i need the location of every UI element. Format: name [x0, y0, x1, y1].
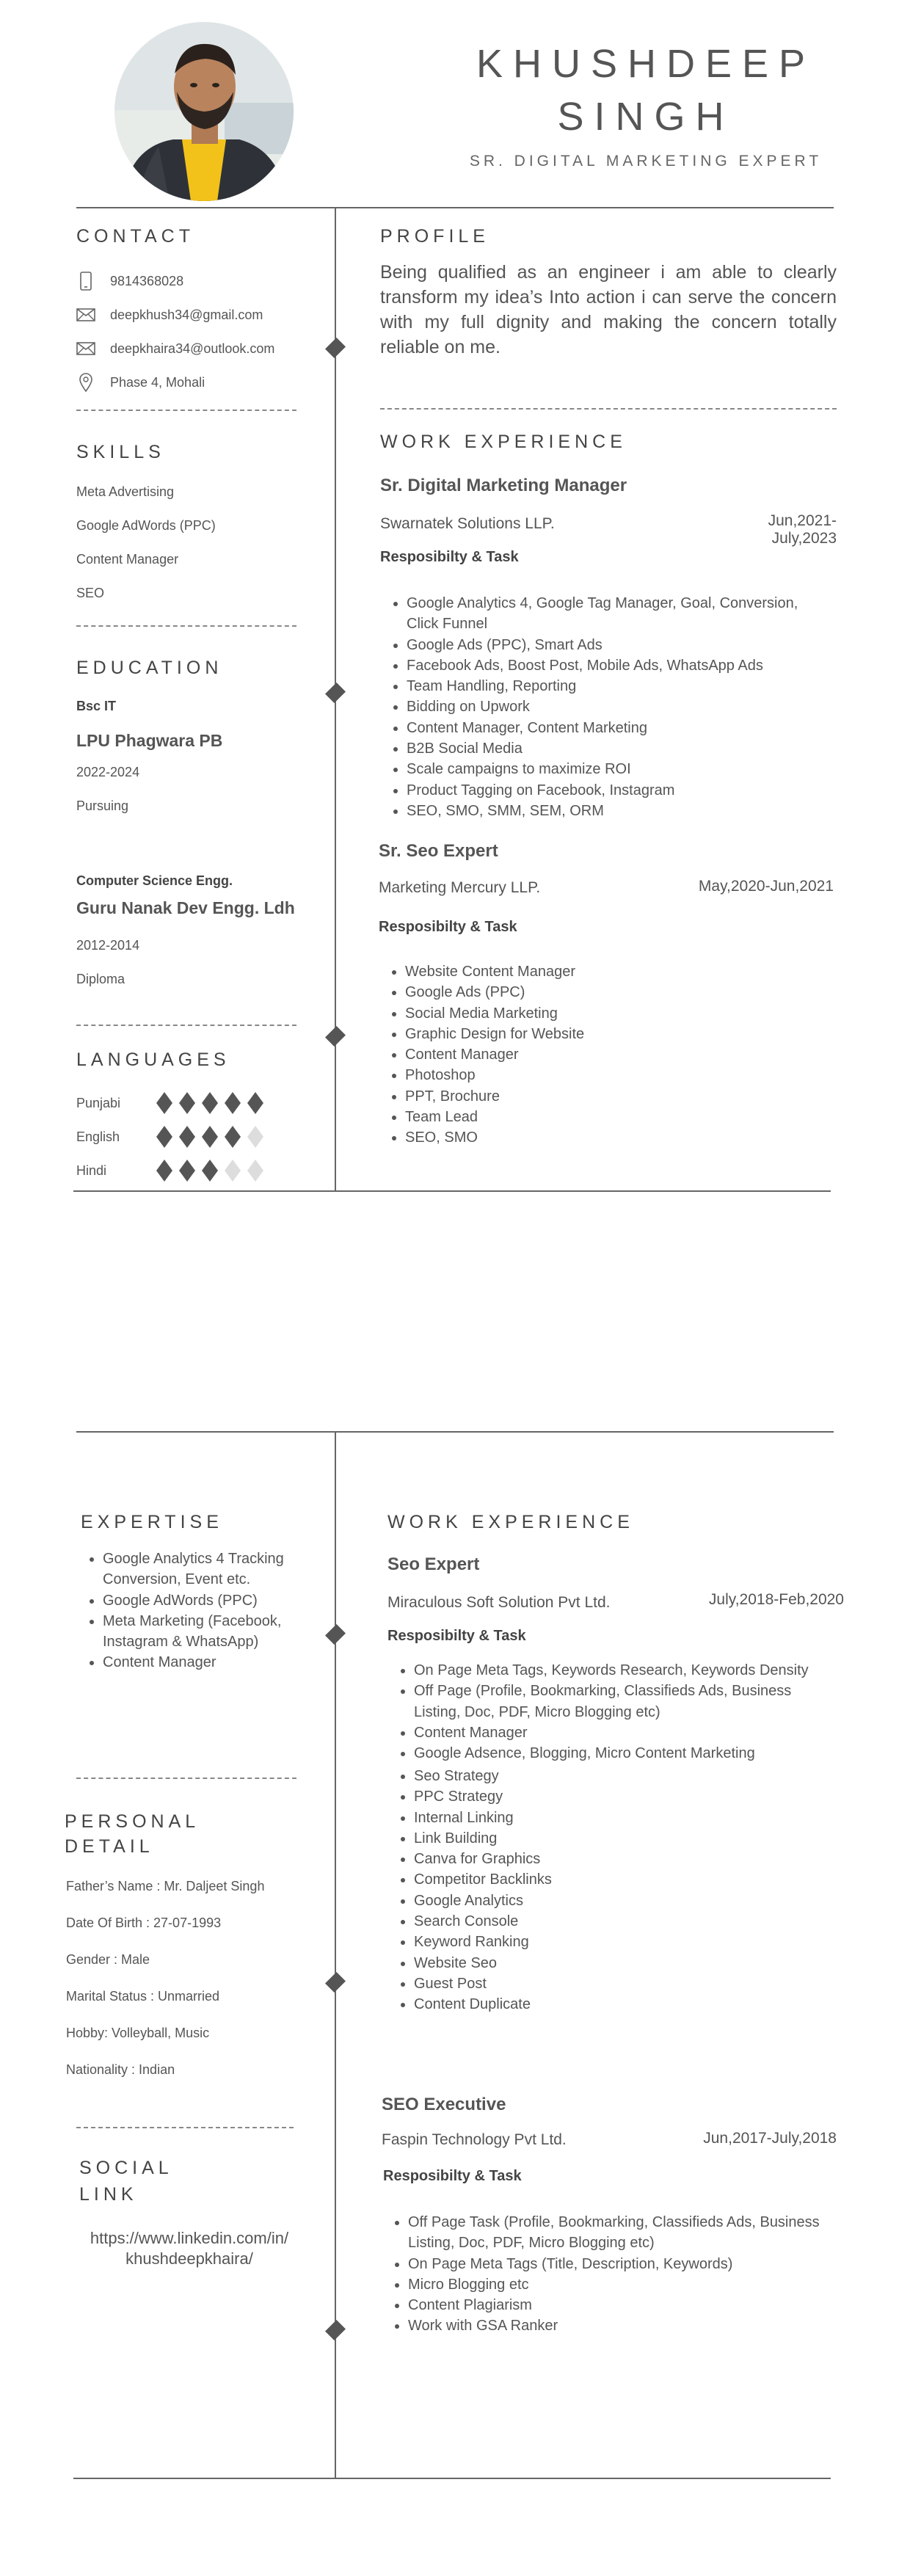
job-role: Seo Expert	[387, 1554, 480, 1574]
expertise-item: • Content Manager	[103, 1652, 311, 1673]
name-line-1: KHUSHDEEP	[476, 42, 816, 86]
job-role: SEO Executive	[382, 2095, 506, 2114]
task-item: • On Page Meta Tags, Keywords Research, Keywords Density	[414, 1660, 828, 1681]
personal-item: Marital Status : Unmarried	[66, 1989, 220, 2004]
language-rating	[156, 1125, 264, 1149]
task-item: • Content Duplicate	[414, 1994, 828, 2015]
rating-diamond-filled-icon	[224, 1091, 241, 1115]
skill-item: Meta Advertising	[76, 484, 175, 499]
task-list	[379, 961, 819, 1149]
section-divider	[76, 1778, 296, 1779]
expertise-item: • Google AdWords (PPC)	[103, 1590, 311, 1611]
task-item: • Seo Strategy	[414, 1766, 828, 1786]
task-item: • Google Ads (PPC)	[405, 982, 819, 1003]
education-degree: Computer Science Engg.	[76, 873, 233, 888]
expertise-item: • Google Analytics 4 Tracking Conversion, Event etc.	[103, 1549, 311, 1590]
phone-number[interactable]: 9814368028	[110, 273, 184, 288]
divider-diamond	[325, 1624, 346, 1645]
contact-title: CONTACT	[76, 226, 194, 247]
task-item: • SEO, SMO, SMM, SEM, ORM	[407, 801, 820, 821]
task-item: • Guest Post	[414, 1973, 828, 1994]
job-dates: July,2018-Feb,2020	[708, 1591, 844, 1608]
task-item: • Team Lead	[405, 1107, 819, 1127]
social-title-2: LINK	[79, 2184, 138, 2205]
email-address-2[interactable]: deepkhaira34@outlook.com	[110, 341, 275, 356]
language-rating	[156, 1091, 264, 1115]
personal-item: Gender : Male	[66, 1952, 150, 1967]
divider-diamond	[325, 1026, 346, 1047]
task-item: • Keyword Ranking	[414, 1932, 828, 1952]
rating-diamond-filled-icon	[178, 1125, 196, 1149]
task-item: • Google Ads (PPC), Smart Ads	[407, 635, 820, 655]
divider-diamond	[325, 1972, 346, 1993]
language-list	[76, 1086, 264, 1187]
expertise-title: EXPERTISE	[81, 1512, 223, 1532]
language-row	[76, 1120, 264, 1154]
profile-text: Being qualified as an engineer i am able to clearly transform my idea’s Into action i can serve the concern with my full dignity and making the concern totally reliable on me.	[380, 262, 837, 357]
expertise-item: • Meta Marketing (Facebook, Instagram & WhatsApp)	[103, 1611, 311, 1653]
rating-diamond-empty-icon	[224, 1159, 241, 1182]
task-item: • Bidding on Upwork	[407, 696, 820, 717]
personal-item: Nationality : Indian	[66, 2062, 175, 2077]
footer-rule-p1	[73, 1190, 831, 1192]
rating-diamond-filled-icon	[156, 1125, 173, 1149]
job-company: Faspin Technology Pvt Ltd.	[382, 2131, 567, 2148]
task-heading: Resposibilty & Task	[383, 2168, 522, 2184]
rating-diamond-empty-icon	[247, 1159, 264, 1182]
skills-title: SKILLS	[76, 442, 165, 462]
contact-email-1	[76, 298, 274, 332]
task-item: • Google Analytics 4, Google Tag Manager, Goal, Conversion, Click Funnel	[407, 593, 820, 635]
job-dates: Jun,2017-July,2018	[703, 2130, 837, 2147]
education-status: Diploma	[76, 972, 125, 986]
job-subtitle: SR. DIGITAL MARKETING EXPERT	[469, 153, 823, 170]
task-item: • Content Manager, Content Marketing	[407, 718, 820, 738]
education-years: 2022-2024	[76, 765, 140, 779]
email-address-1[interactable]: deepkhush34@gmail.com	[110, 307, 263, 322]
envelope-icon	[76, 305, 95, 324]
task-item: • PPC Strategy	[414, 1786, 828, 1807]
task-item: • Photoshop	[405, 1065, 819, 1085]
rating-diamond-filled-icon	[178, 1159, 196, 1182]
phone-icon	[76, 272, 95, 291]
education-degree: Bsc IT	[76, 699, 117, 713]
location-pin-icon	[76, 373, 95, 392]
contact-email-2	[76, 332, 274, 365]
divider-diamond	[325, 2320, 346, 2340]
task-list	[380, 593, 820, 821]
task-item: • Website Content Manager	[405, 961, 819, 982]
section-divider	[76, 2127, 294, 2128]
language-name: English	[76, 1129, 120, 1144]
task-item: • Content Manager	[405, 1044, 819, 1065]
language-row	[76, 1086, 264, 1120]
skill-item: Content Manager	[76, 552, 179, 567]
job-company: Miraculous Soft Solution Pvt Ltd.	[387, 1594, 611, 1611]
education-school: Guru Nanak Dev Engg. Ldh	[76, 898, 295, 917]
task-item: • Content Manager	[414, 1722, 828, 1743]
task-item: • On Page Meta Tags (Title, Description, Keywords)	[408, 2254, 837, 2274]
task-list	[387, 1766, 828, 2015]
task-item: • Social Media Marketing	[405, 1003, 819, 1024]
linkedin-link-line-2[interactable]: khushdeepkhaira/	[125, 2249, 253, 2268]
language-rating	[156, 1159, 264, 1182]
rating-diamond-filled-icon	[201, 1091, 219, 1115]
task-item: • Product Tagging on Facebook, Instagram	[407, 780, 820, 801]
avatar-illustration	[114, 22, 294, 201]
section-divider	[76, 625, 296, 627]
linkedin-link[interactable]	[73, 2228, 305, 2269]
education-status: Pursuing	[76, 798, 129, 813]
section-divider	[380, 408, 837, 410]
task-list	[387, 1660, 828, 1764]
rating-diamond-filled-icon	[178, 1091, 196, 1115]
job-company: Marketing Mercury LLP.	[379, 879, 541, 896]
rating-diamond-empty-icon	[247, 1125, 264, 1149]
job-company: Swarnatek Solutions LLP.	[380, 515, 555, 532]
header-rule	[76, 207, 834, 208]
work-experience-title: WORK EXPERIENCE	[387, 1512, 634, 1532]
rating-diamond-filled-icon	[201, 1159, 219, 1182]
job-role: Sr. Seo Expert	[379, 841, 498, 861]
rating-diamond-filled-icon	[201, 1125, 219, 1149]
rating-diamond-filled-icon	[156, 1091, 173, 1115]
header-rule-p2	[76, 1431, 834, 1433]
task-item: • Micro Blogging etc	[408, 2274, 837, 2295]
task-item: • Google Analytics	[414, 1891, 828, 1911]
language-name: Hindi	[76, 1163, 107, 1178]
task-item: • Internal Linking	[414, 1808, 828, 1828]
address-text: Phase 4, Mohali	[110, 374, 205, 390]
task-item: • Facebook Ads, Boost Post, Mobile Ads, WhatsApp Ads	[407, 655, 820, 676]
profile-photo	[114, 22, 294, 201]
rating-diamond-filled-icon	[247, 1091, 264, 1115]
job-dates: Jun,2021-July,2023	[768, 512, 837, 547]
personal-item: Hobby: Volleyball, Music	[66, 2026, 210, 2040]
language-row	[76, 1154, 264, 1187]
expertise-list	[76, 1549, 311, 1673]
rating-diamond-filled-icon	[156, 1159, 173, 1182]
task-heading: Resposibilty & Task	[380, 549, 519, 565]
task-item: • Google Adsence, Blogging, Micro Content Marketing	[414, 1743, 828, 1764]
education-years: 2012-2014	[76, 938, 140, 953]
contact-list	[76, 264, 274, 399]
task-list	[382, 2212, 837, 2337]
task-item: • Team Handling, Reporting	[407, 676, 820, 696]
contact-address	[76, 365, 274, 399]
task-item: • B2B Social Media	[407, 738, 820, 759]
task-item: • PPT, Brochure	[405, 1086, 819, 1107]
personal-title-2: DETAIL	[65, 1836, 154, 1857]
skill-item: Google AdWords (PPC)	[76, 518, 216, 533]
name-line-2: SINGH	[557, 95, 735, 139]
divider-diamond	[325, 338, 346, 358]
linkedin-link-line-1[interactable]: https://www.linkedin.com/in/	[90, 2229, 289, 2247]
task-item: • Work with GSA Ranker	[408, 2315, 837, 2336]
job-role: Sr. Digital Marketing Manager	[380, 476, 627, 495]
language-name: Punjabi	[76, 1095, 121, 1110]
education-school: LPU Phagwara PB	[76, 731, 223, 750]
task-item: • Off Page (Profile, Bookmarking, Classifieds Ads, Business Listing, Doc, PDF, Micro Blogging etc)	[414, 1681, 828, 1722]
personal-item: Date Of Birth : 27-07-1993	[66, 1915, 222, 1930]
task-heading: Resposibilty & Task	[379, 919, 517, 935]
divider-diamond	[325, 683, 346, 703]
task-heading: Resposibilty & Task	[387, 1628, 526, 1644]
personal-item: Father’s Name : Mr. Daljeet Singh	[66, 1879, 265, 1893]
social-title-1: SOCIAL	[79, 2158, 173, 2178]
personal-title-1: PERSONAL	[65, 1811, 200, 1832]
task-item: • Graphic Design for Website	[405, 1024, 819, 1044]
task-item: • Canva for Graphics	[414, 1849, 828, 1869]
task-item: • Content Plagiarism	[408, 2295, 837, 2315]
profile-title: PROFILE	[380, 226, 489, 247]
section-divider	[76, 1025, 296, 1026]
envelope-icon	[76, 339, 95, 358]
languages-title: LANGUAGES	[76, 1049, 230, 1070]
task-item: • Competitor Backlinks	[414, 1869, 828, 1890]
task-item: • Link Building	[414, 1828, 828, 1849]
skill-item: SEO	[76, 586, 105, 600]
task-item: • Scale campaigns to maximize ROI	[407, 759, 820, 779]
task-item: • Search Console	[414, 1911, 828, 1932]
education-title: EDUCATION	[76, 658, 223, 678]
rating-diamond-filled-icon	[224, 1125, 241, 1149]
task-item: • SEO, SMO	[405, 1127, 819, 1148]
work-experience-title: WORK EXPERIENCE	[380, 432, 627, 452]
footer-rule-p2	[73, 2478, 831, 2479]
section-divider	[76, 410, 296, 411]
task-item: • Off Page Task (Profile, Bookmarking, Classifieds Ads, Business Listing, Doc, PDF, Micro Blogging etc)	[408, 2212, 837, 2254]
task-item: • Website Seo	[414, 1953, 828, 1973]
contact-phone	[76, 264, 274, 298]
job-dates: May,2020-Jun,2021	[698, 878, 834, 895]
